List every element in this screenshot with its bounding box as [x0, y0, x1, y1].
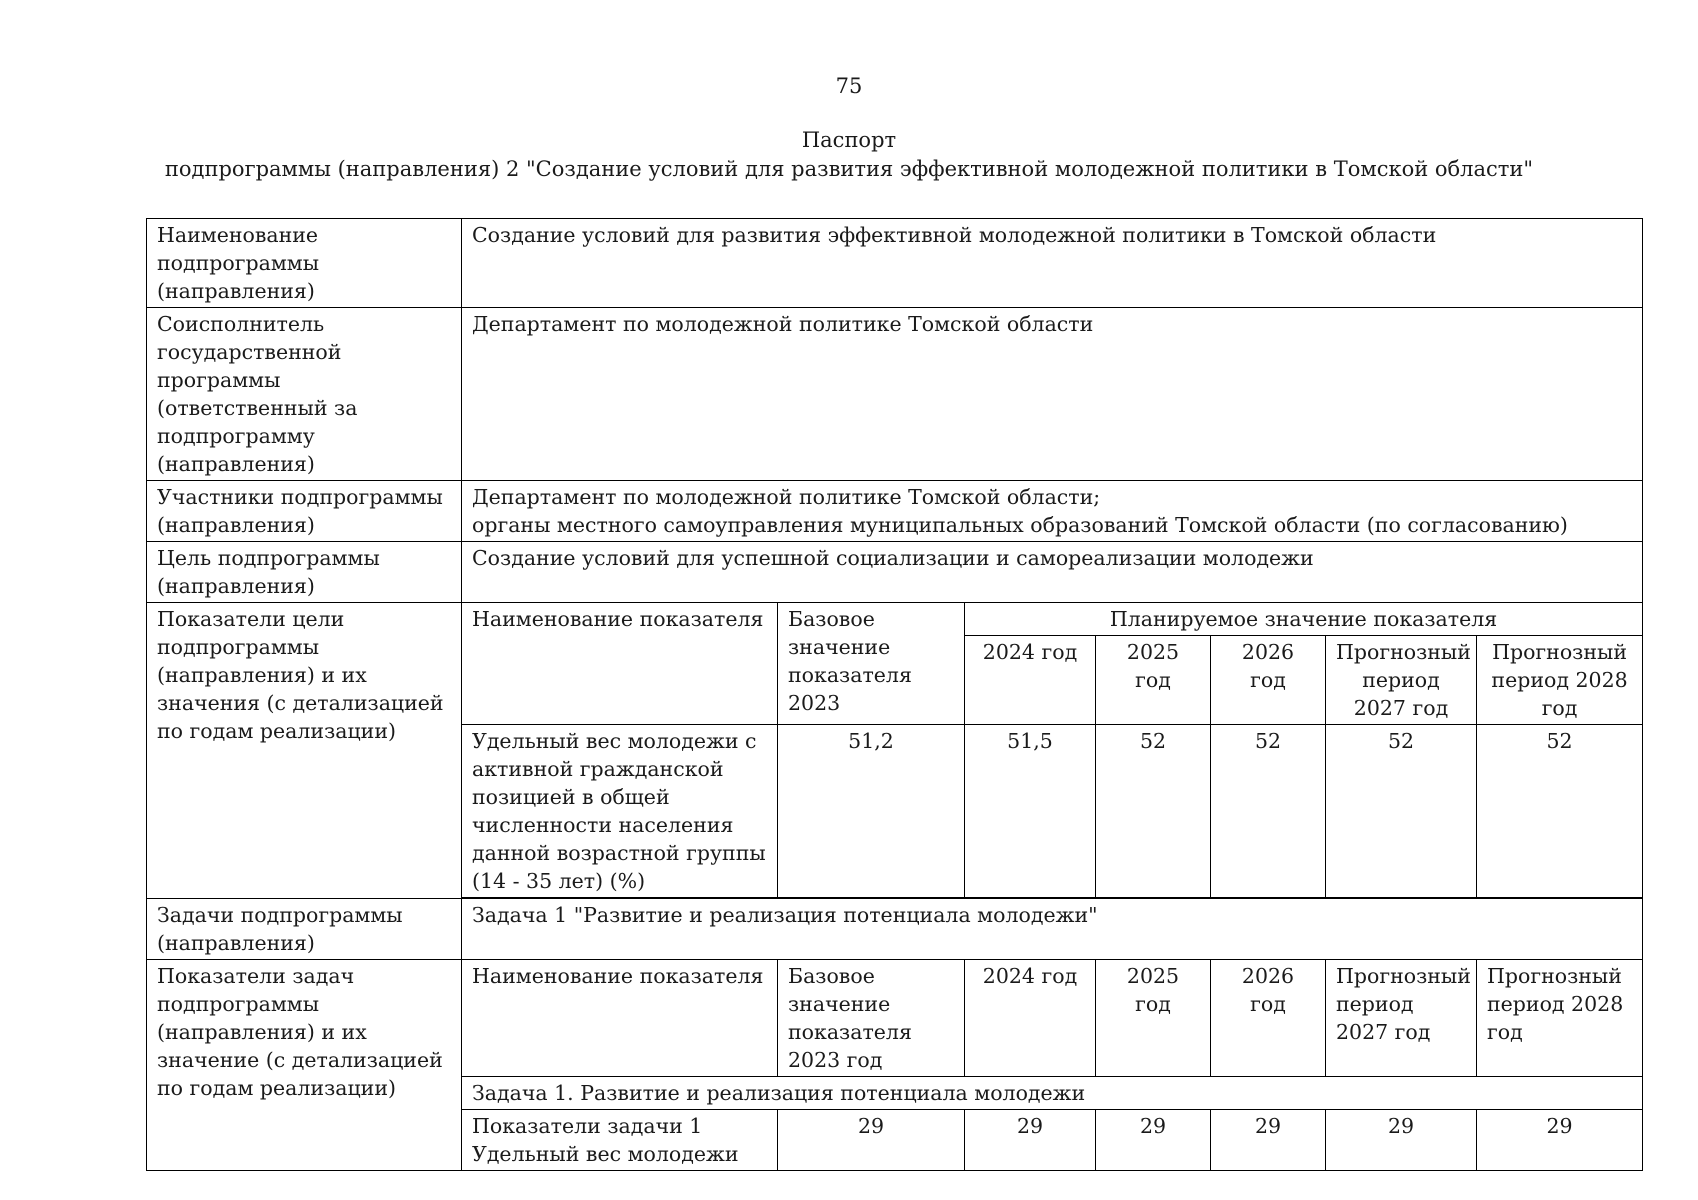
- value-line: органы местного самоуправления муниципальных образований Томской области (по согласованию): [472, 513, 1568, 537]
- label-cell: Цель подпрограммы (направления): [147, 542, 462, 603]
- header-forecast-2028: Прогнозный период 2028 год: [1477, 960, 1643, 1077]
- header-year-2026: 2026 год: [1211, 960, 1326, 1077]
- header-forecast-2028: Прогнозный период 2028 год: [1477, 636, 1643, 725]
- header-year-2024: 2024 год: [965, 636, 1096, 725]
- row-goal-indicators-header-1: [147, 603, 1643, 636]
- value-cell: Создание условий для развития эффективной молодежной политики в Томской области: [462, 219, 1643, 308]
- indicator-name-cell: [462, 1110, 778, 1171]
- document-title: [0, 126, 1698, 184]
- header-planned-value: Планируемое значение показателя: [965, 603, 1643, 636]
- title-line-1: Паспорт: [801, 128, 897, 152]
- label-cell: Соисполнитель государственной программы (ответственный за подпрограмму (направления): [147, 308, 462, 481]
- header-forecast-2027: Прогнозный период 2027 год: [1326, 960, 1477, 1077]
- base-value-cell: 29: [778, 1110, 965, 1171]
- row-coexecutor: [147, 308, 1643, 481]
- value-2025-cell: 29: [1096, 1110, 1211, 1171]
- row-name: [147, 219, 1643, 308]
- value-2028-cell: 29: [1477, 1110, 1643, 1171]
- value-2024-cell: 29: [965, 1110, 1096, 1171]
- value-2024-cell: 51,5: [965, 725, 1096, 898]
- row-tasks: [147, 899, 1643, 960]
- value-2027-cell: 29: [1326, 1110, 1477, 1171]
- value-2026-cell: 29: [1211, 1110, 1326, 1171]
- label-cell: Показатели задач подпрограммы (направления) и их значение (с детализацией по годам реализации): [147, 960, 462, 1171]
- row-task-indicators-header: [147, 960, 1643, 1077]
- base-value-cell: 51,2: [778, 725, 965, 898]
- title-line-2: подпрограммы (направления) 2 "Создание условий для развития эффективной молодежной политики в Томской области": [164, 157, 1534, 181]
- value-cell: [462, 481, 1643, 542]
- header-base-value: Базовое значение показателя 2023 год: [778, 960, 965, 1077]
- value-cell: Создание условий для успешной социализации и самореализации молодежи: [462, 542, 1643, 603]
- header-indicator-name: Наименование показателя: [462, 603, 778, 725]
- label-cell: Задачи подпрограммы (направления): [147, 899, 462, 960]
- task-title-cell: Задача 1. Развитие и реализация потенциала молодежи: [462, 1077, 1643, 1110]
- header-forecast-2027: Прогнозный период 2027 год: [1326, 636, 1477, 725]
- value-line: Департамент по молодежной политике Томской области;: [472, 485, 1101, 509]
- indicator-name-line: Показатели задачи 1: [472, 1114, 703, 1138]
- value-2025-cell: 52: [1096, 725, 1211, 898]
- header-base-value: Базовое значение показателя 2023: [778, 603, 965, 725]
- header-year-2026: 2026 год: [1211, 636, 1326, 725]
- value-cell: Задача 1 "Развитие и реализация потенциала молодежи": [462, 899, 1643, 960]
- row-participants: [147, 481, 1643, 542]
- label-cell: Участники подпрограммы (направления): [147, 481, 462, 542]
- row-goal: [147, 542, 1643, 603]
- indicator-name-cell: Удельный вес молодежи с активной гражданской позицией в общей численности населения данной возрастной группы (14 - 35 лет) (%): [462, 725, 778, 898]
- page-number: 75: [835, 74, 863, 98]
- value-2026-cell: 52: [1211, 725, 1326, 898]
- header-indicator-name: Наименование показателя: [462, 960, 778, 1077]
- passport-table: [146, 218, 1643, 1171]
- value-cell: Департамент по молодежной политике Томской области: [462, 308, 1643, 481]
- value-2028-cell: 52: [1477, 725, 1643, 898]
- header-year-2025: 2025 год: [1096, 636, 1211, 725]
- label-cell: Показатели цели подпрограммы (направления) и их значения (с детализацией по годам реализации): [147, 603, 462, 899]
- header-year-2025: 2025 год: [1096, 960, 1211, 1077]
- indicator-name-line: Удельный вес молодежи: [472, 1142, 739, 1166]
- header-year-2024: 2024 год: [965, 960, 1096, 1077]
- value-2027-cell: 52: [1326, 725, 1477, 898]
- label-cell: Наименование подпрограммы (направления): [147, 219, 462, 308]
